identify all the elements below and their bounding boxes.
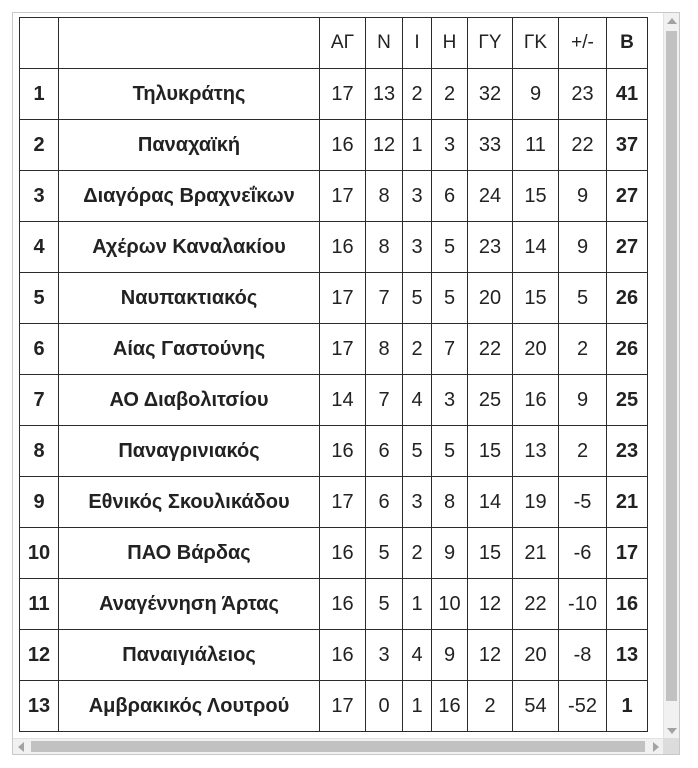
cell-wins: 0 <box>366 681 403 732</box>
cell-goal-difference: 2 <box>559 324 607 375</box>
cell-team: Αναγέννηση Άρτας <box>59 579 320 630</box>
cell-goal-difference: 23 <box>559 69 607 120</box>
table-row <box>20 477 648 528</box>
cell-points: 26 <box>607 324 648 375</box>
horizontal-scrollbar[interactable] <box>13 738 664 754</box>
cell-played: 17 <box>320 681 366 732</box>
table-row <box>20 69 648 120</box>
cell-wins: 5 <box>366 579 403 630</box>
cell-wins: 8 <box>366 222 403 273</box>
cell-losses: 8 <box>432 477 468 528</box>
header-position <box>20 18 59 69</box>
cell-draws: 2 <box>403 69 432 120</box>
cell-team: Αίας Γαστούνης <box>59 324 320 375</box>
cell-goal-difference: -10 <box>559 579 607 630</box>
scroll-left-arrow-icon[interactable] <box>18 742 24 752</box>
cell-points: 26 <box>607 273 648 324</box>
cell-goals-against: 22 <box>513 579 559 630</box>
cell-played: 16 <box>320 120 366 171</box>
cell-position: 1 <box>20 69 59 120</box>
header-team <box>59 18 320 69</box>
cell-losses: 3 <box>432 375 468 426</box>
table-row <box>20 375 648 426</box>
standings-table <box>19 17 648 732</box>
cell-points: 27 <box>607 222 648 273</box>
cell-goals-against: 9 <box>513 69 559 120</box>
cell-team: Αχέρων Καναλακίου <box>59 222 320 273</box>
header-row <box>20 18 648 69</box>
cell-goals-against: 19 <box>513 477 559 528</box>
cell-played: 16 <box>320 630 366 681</box>
scroll-down-arrow-icon[interactable] <box>667 728 677 734</box>
table-row <box>20 222 648 273</box>
cell-draws: 1 <box>403 579 432 630</box>
table-row <box>20 324 648 375</box>
cell-wins: 8 <box>366 171 403 222</box>
header-played: ΑΓ <box>320 18 366 69</box>
table-row <box>20 171 648 222</box>
cell-position: 6 <box>20 324 59 375</box>
cell-team: Παναγρινιακός <box>59 426 320 477</box>
cell-goals-for: 12 <box>468 630 513 681</box>
cell-team: Ναυπακτιακός <box>59 273 320 324</box>
scrollable-table-container <box>12 12 680 755</box>
cell-played: 17 <box>320 273 366 324</box>
vertical-scrollbar-thumb[interactable] <box>666 31 677 701</box>
cell-goals-against: 13 <box>513 426 559 477</box>
cell-wins: 13 <box>366 69 403 120</box>
cell-played: 17 <box>320 324 366 375</box>
cell-team: Παναχαϊκή <box>59 120 320 171</box>
cell-wins: 8 <box>366 324 403 375</box>
cell-position: 13 <box>20 681 59 732</box>
cell-position: 10 <box>20 528 59 579</box>
cell-goals-for: 33 <box>468 120 513 171</box>
cell-position: 3 <box>20 171 59 222</box>
cell-points: 23 <box>607 426 648 477</box>
cell-goal-difference: -8 <box>559 630 607 681</box>
table-row <box>20 681 648 732</box>
cell-goals-against: 14 <box>513 222 559 273</box>
table-row <box>20 579 648 630</box>
table-row <box>20 630 648 681</box>
cell-position: 11 <box>20 579 59 630</box>
cell-points: 21 <box>607 477 648 528</box>
cell-goals-against: 21 <box>513 528 559 579</box>
vertical-scrollbar[interactable] <box>663 13 679 739</box>
cell-goal-difference: 2 <box>559 426 607 477</box>
cell-position: 2 <box>20 120 59 171</box>
cell-goals-for: 24 <box>468 171 513 222</box>
cell-team: Εθνικός Σκουλικάδου <box>59 477 320 528</box>
cell-goals-for: 25 <box>468 375 513 426</box>
cell-goals-for: 32 <box>468 69 513 120</box>
cell-goals-for: 23 <box>468 222 513 273</box>
cell-played: 16 <box>320 579 366 630</box>
cell-draws: 5 <box>403 426 432 477</box>
cell-draws: 4 <box>403 375 432 426</box>
cell-position: 5 <box>20 273 59 324</box>
cell-played: 17 <box>320 477 366 528</box>
cell-team: Αμβρακικός Λουτρού <box>59 681 320 732</box>
cell-draws: 1 <box>403 681 432 732</box>
cell-losses: 6 <box>432 171 468 222</box>
header-draws: Ι <box>403 18 432 69</box>
cell-goal-difference: -6 <box>559 528 607 579</box>
cell-goals-for: 14 <box>468 477 513 528</box>
cell-team: ΑΟ Διαβολιτσίου <box>59 375 320 426</box>
cell-goals-against: 11 <box>513 120 559 171</box>
table-row <box>20 120 648 171</box>
header-goals-for: ΓΥ <box>468 18 513 69</box>
cell-goals-against: 20 <box>513 630 559 681</box>
header-wins: Ν <box>366 18 403 69</box>
scrollbar-corner <box>663 738 679 754</box>
cell-draws: 3 <box>403 477 432 528</box>
cell-wins: 7 <box>366 273 403 324</box>
table-row <box>20 528 648 579</box>
cell-goal-difference: 9 <box>559 171 607 222</box>
cell-goals-against: 15 <box>513 171 559 222</box>
cell-played: 16 <box>320 222 366 273</box>
cell-goals-for: 22 <box>468 324 513 375</box>
cell-draws: 3 <box>403 222 432 273</box>
cell-position: 12 <box>20 630 59 681</box>
cell-points: 16 <box>607 579 648 630</box>
cell-draws: 5 <box>403 273 432 324</box>
cell-points: 17 <box>607 528 648 579</box>
cell-played: 16 <box>320 426 366 477</box>
cell-goal-difference: 9 <box>559 222 607 273</box>
header-goals-against: ΓΚ <box>513 18 559 69</box>
cell-wins: 6 <box>366 426 403 477</box>
cell-team: ΠΑΟ Βάρδας <box>59 528 320 579</box>
cell-losses: 2 <box>432 69 468 120</box>
cell-wins: 6 <box>366 477 403 528</box>
cell-played: 17 <box>320 171 366 222</box>
scroll-right-arrow-icon[interactable] <box>653 742 659 752</box>
cell-position: 9 <box>20 477 59 528</box>
cell-points: 13 <box>607 630 648 681</box>
scroll-up-arrow-icon[interactable] <box>667 18 677 24</box>
cell-played: 17 <box>320 69 366 120</box>
header-points: Β <box>607 18 648 69</box>
cell-team: Διαγόρας Βραχνεΐκων <box>59 171 320 222</box>
cell-played: 14 <box>320 375 366 426</box>
cell-goal-difference: 5 <box>559 273 607 324</box>
table-row <box>20 273 648 324</box>
cell-played: 16 <box>320 528 366 579</box>
table-row <box>20 426 648 477</box>
cell-losses: 3 <box>432 120 468 171</box>
cell-goals-for: 2 <box>468 681 513 732</box>
cell-goal-difference: -52 <box>559 681 607 732</box>
cell-goals-for: 15 <box>468 426 513 477</box>
cell-goals-for: 20 <box>468 273 513 324</box>
cell-points: 25 <box>607 375 648 426</box>
cell-draws: 4 <box>403 630 432 681</box>
cell-losses: 5 <box>432 426 468 477</box>
cell-losses: 5 <box>432 273 468 324</box>
cell-wins: 7 <box>366 375 403 426</box>
cell-goal-difference: 9 <box>559 375 607 426</box>
cell-position: 7 <box>20 375 59 426</box>
cell-losses: 16 <box>432 681 468 732</box>
cell-points: 27 <box>607 171 648 222</box>
cell-goals-against: 15 <box>513 273 559 324</box>
cell-points: 37 <box>607 120 648 171</box>
cell-losses: 10 <box>432 579 468 630</box>
cell-losses: 9 <box>432 528 468 579</box>
cell-points: 1 <box>607 681 648 732</box>
cell-points: 41 <box>607 69 648 120</box>
cell-goal-difference: -5 <box>559 477 607 528</box>
table-viewport <box>13 13 664 739</box>
cell-losses: 9 <box>432 630 468 681</box>
cell-goal-difference: 22 <box>559 120 607 171</box>
cell-goals-for: 15 <box>468 528 513 579</box>
cell-losses: 7 <box>432 324 468 375</box>
cell-wins: 12 <box>366 120 403 171</box>
cell-goals-against: 16 <box>513 375 559 426</box>
cell-losses: 5 <box>432 222 468 273</box>
cell-wins: 5 <box>366 528 403 579</box>
cell-team: Παναιγιάλειος <box>59 630 320 681</box>
cell-team: Τηλυκράτης <box>59 69 320 120</box>
cell-position: 4 <box>20 222 59 273</box>
horizontal-scrollbar-thumb[interactable] <box>31 741 645 752</box>
header-goal-difference: +/- <box>559 18 607 69</box>
cell-goals-against: 54 <box>513 681 559 732</box>
cell-wins: 3 <box>366 630 403 681</box>
cell-draws: 2 <box>403 324 432 375</box>
cell-goals-for: 12 <box>468 579 513 630</box>
cell-goals-against: 20 <box>513 324 559 375</box>
cell-draws: 1 <box>403 120 432 171</box>
cell-position: 8 <box>20 426 59 477</box>
cell-draws: 2 <box>403 528 432 579</box>
header-losses: Η <box>432 18 468 69</box>
cell-draws: 3 <box>403 171 432 222</box>
